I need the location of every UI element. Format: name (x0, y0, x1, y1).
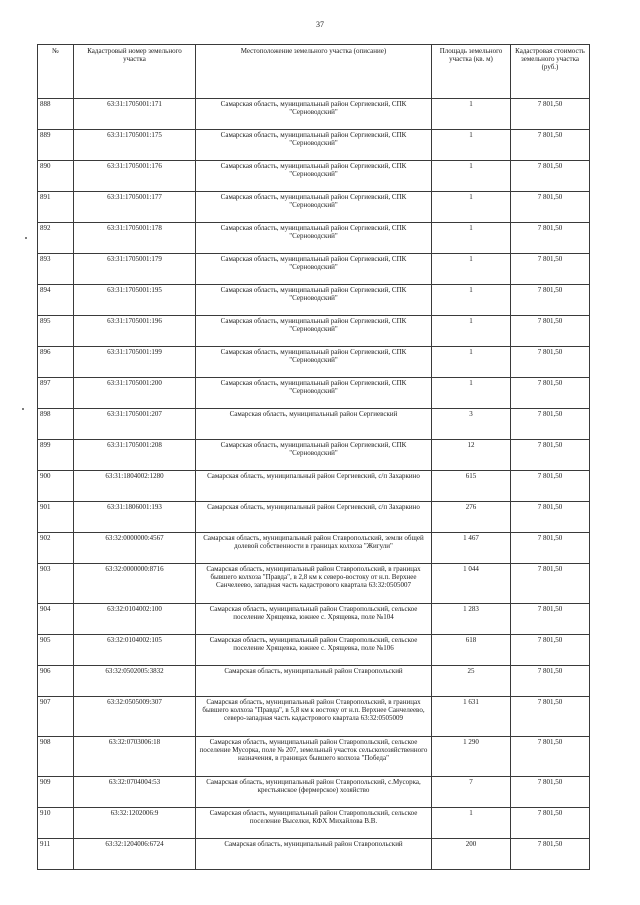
cell-location: Самарская область, муниципальный район Ставропольский, в границах бывшего колхоза "Правда", в 5,8 км к востоку от н.п. Верхнее Санчелеево, северо-западная часть кадастрового квартала 63:32:0505009 (196, 697, 432, 737)
table-body (38, 99, 590, 870)
cell-area: 618 (432, 635, 511, 666)
cell-area: 1 (432, 316, 511, 347)
cell-location: Самарская область, муниципальный район Сергиевский, СПК "Серноводский" (196, 223, 432, 254)
cell-cadastral-number: 63:31:1705001:195 (74, 285, 196, 316)
cell-cadastral-cost: 7 801,50 (511, 316, 590, 347)
table-row (38, 777, 590, 808)
cell-num: 908 (38, 737, 74, 777)
table-row (38, 808, 590, 839)
cell-location: Самарская область, муниципальный район Сергиевский, СПК "Серноводский" (196, 440, 432, 471)
cell-location: Самарская область, муниципальный район Ставропольский, сельское поселение Мусорка, поле № 207, земельный участок сельскохозяйственного назначения, в границах бывшего колхоза "Победа" (196, 737, 432, 777)
cell-location: Самарская область, муниципальный район Ставропольский, сельское поселение Выселки, КФХ Михайлова В.В. (196, 808, 432, 839)
cell-cadastral-number: 63:32:0104002:105 (74, 635, 196, 666)
cell-area: 1 044 (432, 564, 511, 604)
table-row (38, 192, 590, 223)
cell-cadastral-cost: 7 801,50 (511, 839, 590, 870)
table-row (38, 564, 590, 604)
cell-location: Самарская область, муниципальный район Сергиевский, СПК "Серноводский" (196, 316, 432, 347)
cell-area: 1 283 (432, 604, 511, 635)
table-row (38, 409, 590, 440)
cell-num: 889 (38, 130, 74, 161)
table-row (38, 839, 590, 870)
table-row (38, 347, 590, 378)
cell-cadastral-cost: 7 801,50 (511, 161, 590, 192)
cell-num: 893 (38, 254, 74, 285)
cell-cadastral-cost: 7 801,50 (511, 347, 590, 378)
cell-cadastral-cost: 7 801,50 (511, 635, 590, 666)
cell-num: 901 (38, 502, 74, 533)
table-row (38, 666, 590, 697)
table-row (38, 697, 590, 737)
cell-cadastral-number: 63:31:1705001:196 (74, 316, 196, 347)
cell-cadastral-cost: 7 801,50 (511, 409, 590, 440)
cell-num: 907 (38, 697, 74, 737)
cell-area: 1 (432, 378, 511, 409)
cell-cadastral-cost: 7 801,50 (511, 808, 590, 839)
cell-cadastral-number: 63:31:1705001:176 (74, 161, 196, 192)
header-cadastral-number: Кадастровый номер земельного участка (74, 45, 196, 99)
cell-area: 7 (432, 777, 511, 808)
cell-num: 890 (38, 161, 74, 192)
cell-location: Самарская область, муниципальный район Сергиевский, с/п Захаркино (196, 502, 432, 533)
cell-area: 1 290 (432, 737, 511, 777)
cell-area: 25 (432, 666, 511, 697)
cell-area: 276 (432, 502, 511, 533)
cell-area: 200 (432, 839, 511, 870)
cell-num: 888 (38, 99, 74, 130)
table-row (38, 533, 590, 564)
cell-cadastral-cost: 7 801,50 (511, 99, 590, 130)
cell-cadastral-number: 63:32:0104002:100 (74, 604, 196, 635)
header-num: № (38, 45, 74, 99)
cell-location: Самарская область, муниципальный район Ставропольский, с.Мусорка, крестьянское (фермерское) хозяйство (196, 777, 432, 808)
table-row (38, 440, 590, 471)
table-row (38, 223, 590, 254)
cell-area: 1 (432, 161, 511, 192)
cell-num: 895 (38, 316, 74, 347)
table-row (38, 161, 590, 192)
cell-cadastral-number: 63:31:1705001:208 (74, 440, 196, 471)
cell-cadastral-number: 63:31:1705001:200 (74, 378, 196, 409)
cell-cadastral-cost: 7 801,50 (511, 471, 590, 502)
cell-area: 1 631 (432, 697, 511, 737)
cell-location: Самарская область, муниципальный район Сергиевский, СПК "Серноводский" (196, 161, 432, 192)
cell-location: Самарская область, муниципальный район Сергиевский, СПК "Серноводский" (196, 99, 432, 130)
cell-area: 1 (432, 808, 511, 839)
cell-num: 911 (38, 839, 74, 870)
cell-num: 894 (38, 285, 74, 316)
cell-cadastral-cost: 7 801,50 (511, 378, 590, 409)
cell-location: Самарская область, муниципальный район Сергиевский, СПК "Серноводский" (196, 285, 432, 316)
table-row (38, 254, 590, 285)
cell-cadastral-cost: 7 801,50 (511, 777, 590, 808)
cell-area: 1 (432, 223, 511, 254)
cell-area: 1 (432, 99, 511, 130)
cell-cadastral-number: 63:31:1705001:199 (74, 347, 196, 378)
cell-location: Самарская область, муниципальный район Сергиевский, СПК "Серноводский" (196, 192, 432, 223)
table-row (38, 130, 590, 161)
scan-speck (22, 408, 24, 410)
cell-cadastral-number: 63:31:1705001:178 (74, 223, 196, 254)
cell-cadastral-cost: 7 801,50 (511, 502, 590, 533)
cell-area: 12 (432, 440, 511, 471)
cell-num: 898 (38, 409, 74, 440)
cell-num: 910 (38, 808, 74, 839)
cell-num: 891 (38, 192, 74, 223)
header-cadastral-cost: Кадастровая стоимость земельного участка (руб.) (511, 45, 590, 99)
cell-num: 900 (38, 471, 74, 502)
cell-cadastral-number: 63:32:0704004:53 (74, 777, 196, 808)
cell-area: 1 (432, 347, 511, 378)
cell-num: 909 (38, 777, 74, 808)
cell-cadastral-cost: 7 801,50 (511, 737, 590, 777)
cell-location: Самарская область, муниципальный район Ставропольский, земли общей долевой собственности в границах колхоза "Жигули" (196, 533, 432, 564)
cell-cadastral-number: 63:31:1705001:179 (74, 254, 196, 285)
cell-location: Самарская область, муниципальный район Ставропольский, в границах бывшего колхоза "Правда", в 2,8 км к северо-востоку от н.п. Верхнее Санчелеево, западная часть кадастрового квартала 63:32:0505007 (196, 564, 432, 604)
cell-cadastral-number: 63:31:1705001:177 (74, 192, 196, 223)
land-registry-table (37, 44, 590, 870)
cell-area: 1 (432, 192, 511, 223)
cell-cadastral-cost: 7 801,50 (511, 697, 590, 737)
cell-location: Самарская область, муниципальный район Сергиевский, СПК "Серноводский" (196, 254, 432, 285)
cell-num: 897 (38, 378, 74, 409)
cell-num: 892 (38, 223, 74, 254)
cell-num: 903 (38, 564, 74, 604)
table-row (38, 471, 590, 502)
cell-cadastral-cost: 7 801,50 (511, 192, 590, 223)
table-row (38, 99, 590, 130)
cell-cadastral-cost: 7 801,50 (511, 130, 590, 161)
cell-location: Самарская область, муниципальный район Сергиевский, с/п Захаркино (196, 471, 432, 502)
cell-cadastral-number: 63:32:0505009:307 (74, 697, 196, 737)
cell-area: 3 (432, 409, 511, 440)
cell-cadastral-cost: 7 801,50 (511, 440, 590, 471)
cell-cadastral-cost: 7 801,50 (511, 223, 590, 254)
cell-location: Самарская область, муниципальный район Сергиевский, СПК "Серноводский" (196, 130, 432, 161)
cell-location: Самарская область, муниципальный район Ставропольский (196, 666, 432, 697)
cell-location: Самарская область, муниципальный район Ставропольский (196, 839, 432, 870)
cell-location: Самарская область, муниципальный район Сергиевский, СПК "Серноводский" (196, 378, 432, 409)
cell-area: 1 (432, 130, 511, 161)
cell-cadastral-number: 63:32:1204006:6724 (74, 839, 196, 870)
cell-cadastral-number: 63:31:1806001:193 (74, 502, 196, 533)
cell-cadastral-number: 63:32:0000000:4567 (74, 533, 196, 564)
cell-num: 902 (38, 533, 74, 564)
cell-location: Самарская область, муниципальный район Сергиевский, СПК "Серноводский" (196, 347, 432, 378)
scan-speck (25, 237, 27, 239)
table-row (38, 502, 590, 533)
table-row (38, 604, 590, 635)
cell-location: Самарская область, муниципальный район Ставропольский, сельское поселение Хрящевка, южнее с. Хрящевка, поле №106 (196, 635, 432, 666)
cell-cadastral-cost: 7 801,50 (511, 254, 590, 285)
cell-num: 899 (38, 440, 74, 471)
cell-location: Самарская область, муниципальный район Ставропольский, сельское поселение Хрящевка, южнее с. Хрящевка, поле №104 (196, 604, 432, 635)
cell-area: 1 (432, 285, 511, 316)
cell-cadastral-number: 63:31:1705001:171 (74, 99, 196, 130)
cell-area: 1 (432, 254, 511, 285)
cell-cadastral-cost: 7 801,50 (511, 604, 590, 635)
cell-num: 905 (38, 635, 74, 666)
cell-cadastral-cost: 7 801,50 (511, 285, 590, 316)
cell-cadastral-number: 63:32:0703006:18 (74, 737, 196, 777)
page-number: 37 (316, 20, 324, 29)
table-row (38, 737, 590, 777)
table-row (38, 285, 590, 316)
cell-cadastral-number: 63:32:0000000:8716 (74, 564, 196, 604)
cell-cadastral-number: 63:31:1705001:207 (74, 409, 196, 440)
header-location: Местоположение земельного участка (описание) (196, 45, 432, 99)
cell-cadastral-number: 63:32:1202006:9 (74, 808, 196, 839)
cell-area: 1 467 (432, 533, 511, 564)
cell-cadastral-number: 63:31:1705001:175 (74, 130, 196, 161)
cell-cadastral-cost: 7 801,50 (511, 564, 590, 604)
cell-cadastral-number: 63:31:1804002:1280 (74, 471, 196, 502)
cell-num: 904 (38, 604, 74, 635)
cell-cadastral-number: 63:32:0502005:3832 (74, 666, 196, 697)
table-header (38, 45, 590, 99)
table-row (38, 635, 590, 666)
cell-num: 896 (38, 347, 74, 378)
cell-location: Самарская область, муниципальный район Сергиевский (196, 409, 432, 440)
cell-area: 615 (432, 471, 511, 502)
cell-cadastral-cost: 7 801,50 (511, 533, 590, 564)
table-row (38, 316, 590, 347)
header-area: Площадь земельного участка (кв. м) (432, 45, 511, 99)
cell-cadastral-cost: 7 801,50 (511, 666, 590, 697)
cell-num: 906 (38, 666, 74, 697)
table-row (38, 378, 590, 409)
